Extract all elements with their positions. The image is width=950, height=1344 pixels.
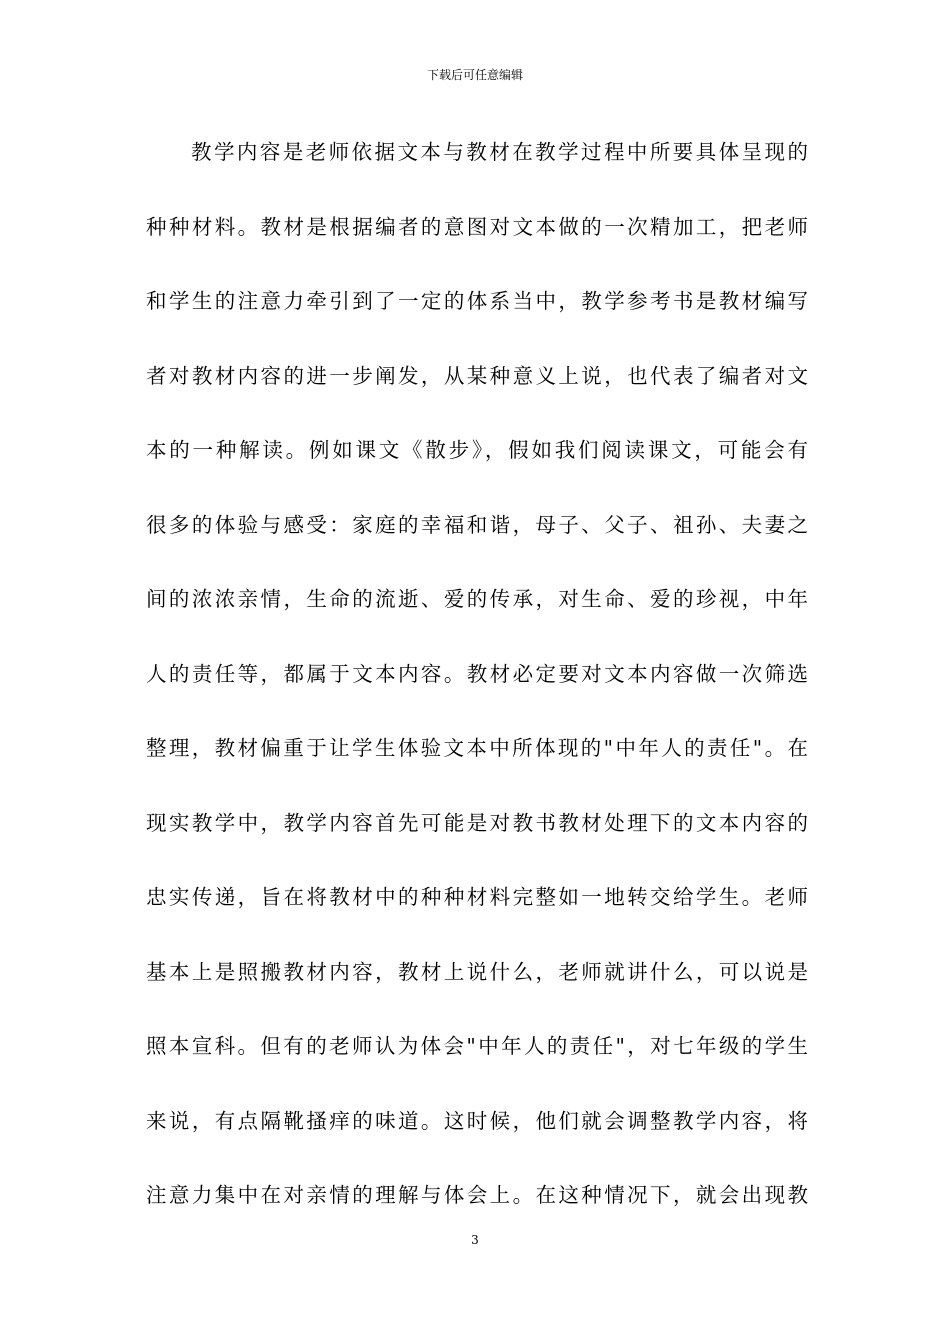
body-line: 基本上是照搬教材内容，教材上说什么，老师就讲什么，可以说是 — [146, 959, 808, 984]
body-text — [146, 130, 808, 1248]
body-line: 教学内容是老师依据文本与教材在教学过程中所要具体呈现的 — [191, 140, 808, 164]
body-line: 很多的体验与感受：家庭的幸福和谐，母子、父子、祖孙、夫妻之 — [146, 512, 808, 537]
body-line: 来说，有点隔靴搔痒的味道。这时候，他们就会调整教学内容，将 — [146, 1108, 808, 1133]
body-line: 照本宣科。但有的老师认为体会"中年人的责任"，对七年级的学生 — [146, 1034, 808, 1058]
body-line: 人的责任等，都属于文本内容。教材必定要对文本内容做一次筛选 — [146, 661, 808, 686]
body-line: 注意力集中在对亲情的理解与体会上。在这种情况下，就会出现教 — [146, 1183, 808, 1207]
body-line: 整理，教材偏重于让学生体验文本中所体现的"中年人的责任"。在 — [146, 736, 808, 760]
body-line: 本的一种解读。例如课文《散步》，假如我们阅读课文，可能会有 — [146, 438, 808, 462]
body-line: 间的浓浓亲情，生命的流逝、爱的传承，对生命、爱的珍视，中年 — [146, 587, 808, 611]
body-line: 现实教学中，教学内容首先可能是对教书教材处理下的文本内容的 — [146, 810, 808, 835]
body-line: 忠实传递，旨在将教材中的种种材料完整如一地转交给学生。老师 — [146, 885, 808, 909]
body-line: 种种材料。教材是根据编者的意图对文本做的一次精加工，把老师 — [146, 214, 808, 239]
body-line: 和学生的注意力牵引到了一定的体系当中，教学参考书是教材编写 — [146, 289, 808, 313]
page-number: 3 — [471, 1233, 479, 1247]
page-header: 下载后可任意编辑 — [426, 68, 523, 82]
body-line: 者对教材内容的进一步阐发，从某种意义上说，也代表了编者对文 — [146, 363, 808, 388]
